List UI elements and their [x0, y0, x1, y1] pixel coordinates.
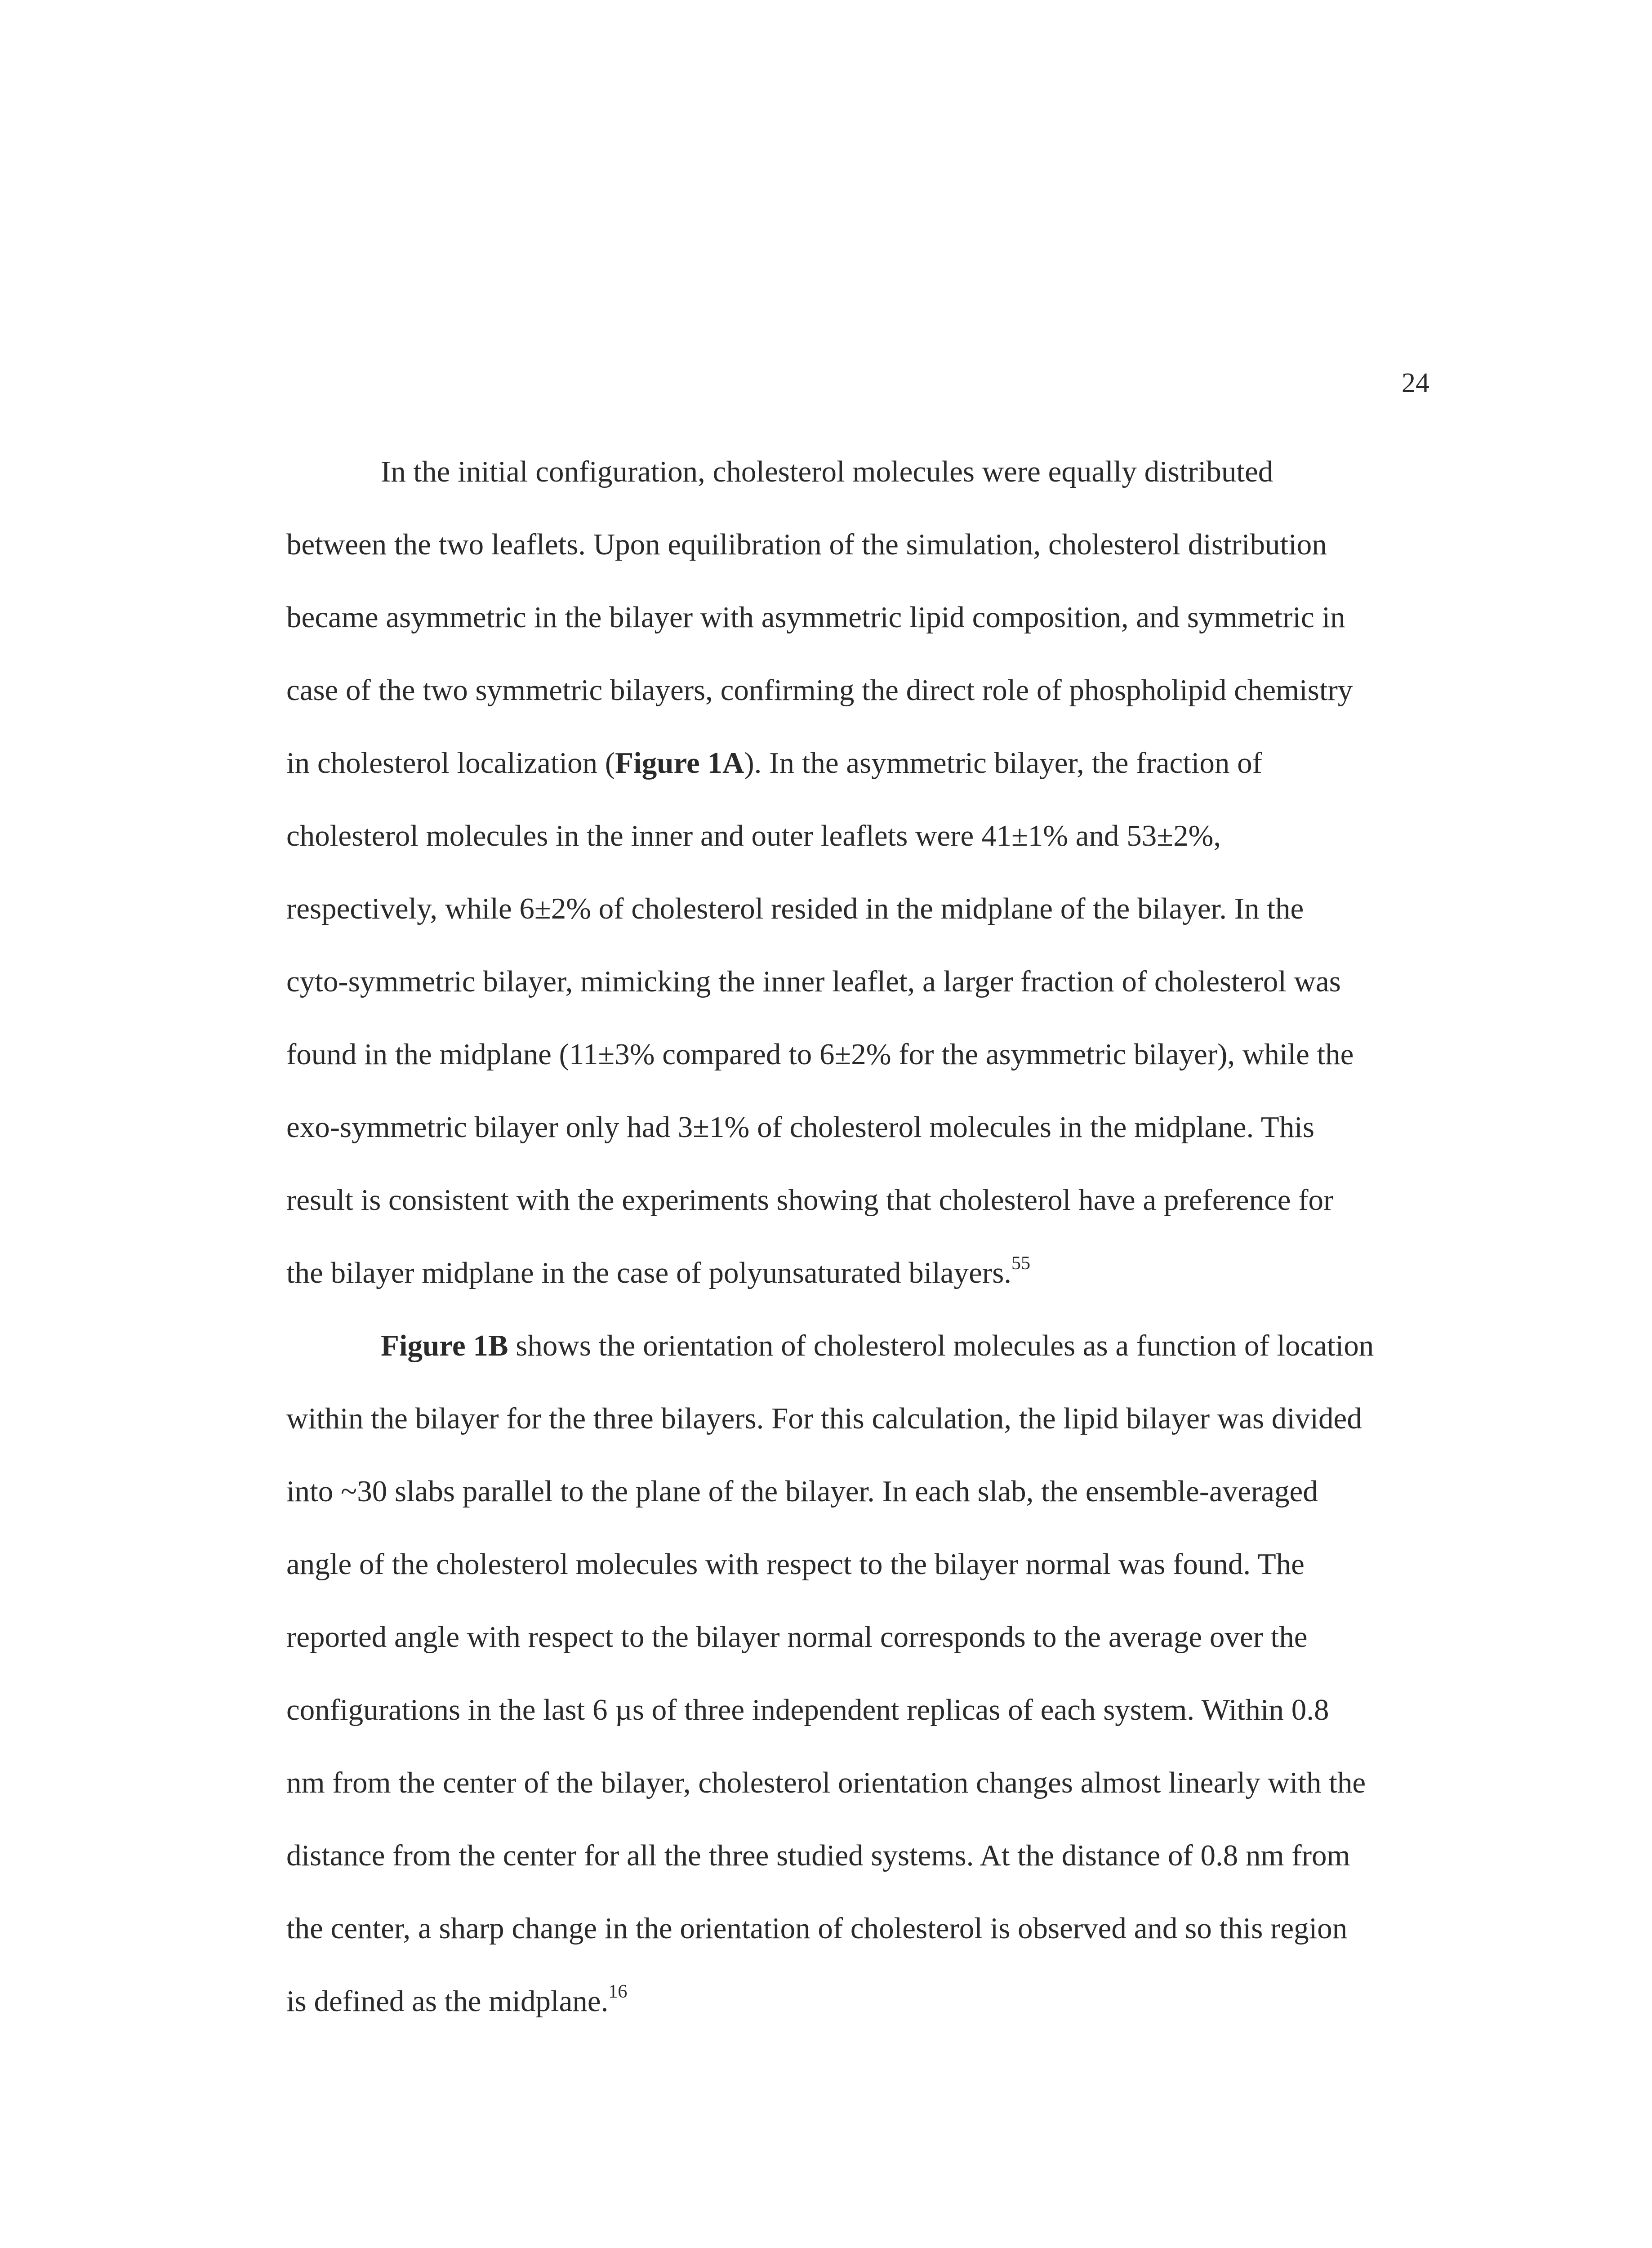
text-line: in cholesterol localization (Figure 1A). In the asymmetric bilayer, the fraction of — [286, 746, 1262, 780]
text-line: the center, a sharp change in the orientation of cholesterol is observed and so this region — [286, 1912, 1348, 1945]
text-line: cholesterol molecules in the inner and outer leaflets were 41±1% and 53±2%, — [286, 819, 1221, 852]
text-line: configurations in the last 6 µs of three independent replicas of each system. Within 0.8 — [286, 1693, 1329, 1726]
text-line: respectively, while 6±2% of cholesterol resided in the midplane of the bilayer. In the — [286, 892, 1304, 925]
text-line: distance from the center for all the three studied systems. At the distance of 0.8 nm from — [286, 1839, 1350, 1872]
text-line: result is consistent with the experiments showing that cholesterol have a preference for — [286, 1183, 1334, 1217]
text-line: reported angle with respect to the bilayer normal corresponds to the average over the — [286, 1620, 1308, 1654]
text-line: is defined as the midplane.$^{16}$ — [286, 1981, 628, 2018]
text-line: In the initial configuration, cholesterol molecules were equally distributed — [381, 455, 1274, 488]
paragraph-1 — [286, 435, 1428, 1309]
citation-superscript: 16 — [608, 1981, 628, 2002]
text-line: case of the two symmetric bilayers, confirming the direct role of phospholipid chemistry — [286, 674, 1353, 707]
text-line: between the two leaflets. Upon equilibration of the simulation, cholesterol distribution — [286, 528, 1327, 561]
text-line: into ~30 slabs parallel to the plane of the bilayer. In each slab, the ensemble-averaged — [286, 1475, 1318, 1508]
text-line: within the bilayer for the three bilayers. For this calculation, the lipid bilayer was divided — [286, 1402, 1362, 1435]
text-line: found in the midplane (11±3% compared to 6±2% for the asymmetric bilayer), while the — [286, 1038, 1354, 1071]
citation-superscript: 55 — [1011, 1253, 1031, 1274]
text-line: the bilayer midplane in the case of polyunsaturated bilayers.$^{55}$ — [286, 1253, 1031, 1289]
figure-reference: Figure 1A — [615, 746, 744, 780]
page-number: 24 — [1402, 368, 1429, 398]
body-text — [286, 435, 1428, 2038]
text-line: angle of the cholesterol molecules with respect to the bilayer normal was found. The — [286, 1548, 1305, 1581]
figure-reference: Figure 1B — [381, 1329, 508, 1362]
text-line: nm from the center of the bilayer, cholesterol orientation changes almost linearly with the — [286, 1766, 1366, 1799]
text-line: Figure 1B shows the orientation of cholesterol molecules as a function of location — [381, 1329, 1374, 1362]
text-line: became asymmetric in the bilayer with asymmetric lipid composition, and symmetric in — [286, 601, 1345, 634]
text-line: exo-symmetric bilayer only had 3±1% of cholesterol molecules in the midplane. This — [286, 1111, 1314, 1144]
text-line: cyto-symmetric bilayer, mimicking the inner leaflet, a larger fraction of cholesterol was — [286, 965, 1341, 998]
paragraph-2 — [286, 1309, 1428, 2038]
